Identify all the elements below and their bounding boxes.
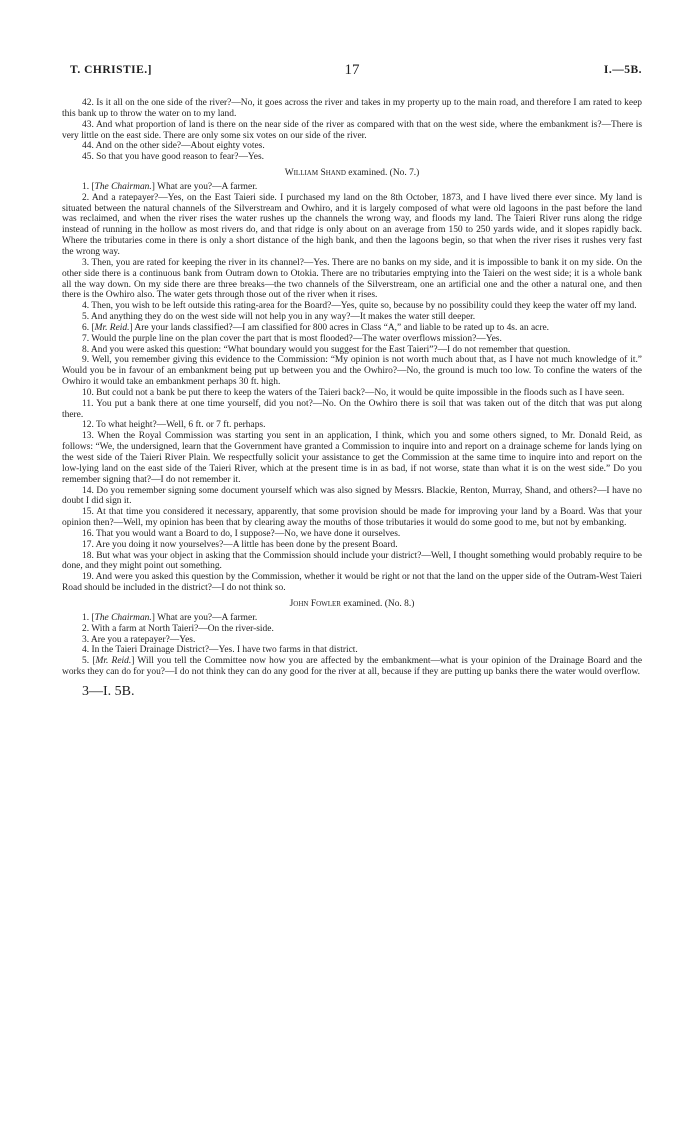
question-prefix: 1. [	[82, 612, 95, 623]
paragraph-text: 8. And you were asked this question: “What boundary would you suggest for the East Taieri”?—I do not remember that question.	[82, 344, 571, 355]
question-paragraph	[62, 152, 642, 163]
speaker-name: Mr. Reid.	[94, 322, 130, 333]
paragraph-text: 3. Then, you are rated for keeping the river in its channel?—Yes. There are no banks on my side, and it is impossible to bank it on my side. On the other side there is a continuous bank from Outram down to Otokia. There are no tributaries emptying into the Taieri on the west side; it is a whole bank all the way down. On my side there are three breaks—the two channels of the Silverstream, one an artificial one and the other a natural one, and then there is the Owhiro also. The water gets through those out of the river when it rises.	[62, 257, 642, 301]
paragraph-text: 2. With a farm at North Taieri?—On the river-side.	[82, 623, 274, 634]
document-body	[62, 98, 642, 678]
question-paragraph	[62, 613, 642, 624]
paragraph-text: 9. Well, you remember giving this evidence to the Commission: “My opinion is not worth much about that, as I have not much knowledge of it.” Would you be in favour of an embankment being put up between you and the Owhiro?—No, the ground is much too low. To confine the waters of the Owhiro it would take an embankment perhaps 30 ft. high.	[62, 355, 642, 388]
question-paragraph	[62, 399, 642, 421]
speaker-name: The Chairman.	[94, 612, 152, 623]
paragraph-text: 45. So that you have good reason to fear?—Yes.	[82, 152, 264, 163]
paragraph-text: 12. To what height?—Well, 6 ft. or 7 ft. perhaps.	[82, 420, 266, 431]
question-paragraph	[62, 656, 642, 678]
question-paragraph	[62, 420, 642, 431]
question-paragraph	[62, 624, 642, 635]
page-header	[62, 62, 642, 82]
paragraph-text: ] What are you?—A farmer.	[151, 181, 258, 192]
question-paragraph	[62, 431, 642, 485]
question-prefix: 5. [	[82, 656, 96, 667]
speaker-name: The Chairman.	[94, 181, 152, 192]
question-paragraph	[62, 345, 642, 356]
page-number: 17	[344, 62, 360, 78]
question-paragraph	[62, 98, 642, 120]
question-paragraph	[62, 355, 642, 388]
question-paragraph	[62, 258, 642, 301]
question-paragraph	[62, 334, 642, 345]
question-paragraph	[62, 141, 642, 152]
paragraph-text: 7. Would the purple line on the plan cover the part that is most flooded?—The water overflows mission?—Yes.	[82, 333, 502, 344]
witness-name: John Fowler	[289, 598, 341, 609]
paragraph-text: ] Are your lands classified?—I am classified for 800 acres in Class “A,” and liable to be rated up to 4s. an acre.	[129, 322, 550, 333]
heading-rest: examined. (No. 7.)	[345, 168, 420, 179]
document-page	[62, 62, 642, 700]
question-paragraph	[62, 486, 642, 508]
question-paragraph	[62, 529, 642, 540]
paragraph-text: 11. You put a bank there at one time yourself, did you not?—No. On the Owhiro there is soil that was taken out of the ditch that was put along there.	[62, 398, 642, 420]
header-witness: T. CHRISTIE.]	[70, 64, 153, 76]
footer-signature: 3—I. 5B.	[82, 683, 135, 699]
question-paragraph	[62, 193, 642, 258]
paragraph-text: 5. And anything they do on the west side will not help you in any way?—It makes the water still deeper.	[82, 312, 476, 323]
question-paragraph	[62, 551, 642, 573]
header-paper-ref: I.—5B.	[603, 64, 642, 76]
question-prefix: 6. [	[82, 322, 95, 333]
paragraph-text: 4. In the Taieri Drainage District?—Yes. I have two farms in that district.	[82, 645, 358, 656]
witness-heading	[62, 599, 642, 610]
paragraph-text: 14. Do you remember signing some document yourself which was also signed by Messrs. Blackie, Renton, Murray, Shand, and others?—I have no doubt I did sign it.	[62, 485, 642, 507]
paragraph-text: 3. Are you a ratepayer?—Yes.	[82, 634, 196, 645]
question-prefix: 1. [	[82, 181, 95, 192]
paragraph-text: 2. And a ratepayer?—Yes, on the East Taieri side. I purchased my land on the 8th October, 1873, and I have lived there ever since. My land is situated between the natural channels of the Silverstream and Owhiro, and it is largely composed of what were old lagoons in the past before the land was reclaimed, and when the river rises the water rushes up the channels the wrong way, and floods my land. The Taieri River runs along the ridge instead of running in the hollow as most rivers do, and that ridge is only about on an average from 150 to 250 yards wide, and it slopes rapidly back. Where the tributaries come in there is only a short distance of the high bank, and then the lagoons begin, so that when the river rises it rushes very fast the wrong way.	[62, 192, 642, 257]
question-paragraph	[62, 182, 642, 193]
paragraph-text: 43. And what proportion of land is there on the near side of the river as compared with that on the west side, where the embankment is?—There is very little on the east side. There are only some six votes on our side of the river.	[62, 119, 642, 141]
question-paragraph	[62, 120, 642, 142]
paragraph-text: 13. When the Royal Commission was starting you sent in an application, I think, which you and some others signed, to Mr. Donald Reid, as follows: “We, the undersigned, learn that the Government have granted a Commission to inquire into and report on a drainage scheme for lands lying on the west side of the Taieri River Plain. We respectfully solicit your assistance to get the Commission at the same time to inquire into and report on the low-lying land on the east side of the Taieri River, which at the present time is in as bad, if not worse, state than what it is on the west side.” Do you remember signing that?—I do not remember it.	[62, 431, 642, 485]
question-paragraph	[62, 540, 642, 551]
paragraph-text: 42. Is it all on the one side of the river?—No, it goes across the river and takes in my property up to the main road, and therefore I am rated to keep this bank up to throw the water on to my land.	[62, 98, 642, 119]
paragraph-text: 18. But what was your object in asking that the Commission should include your district?—Well, I thought something would probably require to be done, and they might point out something.	[62, 550, 642, 572]
speaker-name: Mr. Reid.	[95, 656, 132, 667]
question-paragraph	[62, 507, 642, 529]
paragraph-text: 10. But could not a bank be put there to keep the waters of the Taieri back?—No, it would be quite impossible in the floods such as I have seen.	[82, 387, 625, 398]
heading-rest: examined. (No. 8.)	[340, 598, 415, 609]
question-paragraph	[62, 312, 642, 323]
witness-name: William Shand	[284, 168, 346, 179]
witness-heading	[62, 168, 642, 179]
question-paragraph	[62, 645, 642, 656]
paragraph-text: 44. And on the other side?—About eighty votes.	[82, 141, 265, 152]
paragraph-text: 15. At that time you considered it necessary, apparently, that some provision should be made for improving your land by a Board. Was that your opinion then?—Well, my opinion has been that by clearing away the mouths of those tributaries it would do some good to me, but not by embanking.	[62, 507, 642, 529]
question-paragraph	[62, 635, 642, 646]
paragraph-text: ] Will you tell the Committee now how you are affected by the embankment—what is your opinion of the Drainage Board and the works they can do for you?—I do not think they can do any good for the river at all, because if they are putting up banks there the water would overflow.	[62, 656, 643, 678]
paragraph-text: 4. Then, you wish to be left outside this rating-area for the Board?—Yes, quite so, because by no possibility could they keep the water off my land.	[82, 301, 637, 312]
question-paragraph	[62, 388, 642, 399]
question-paragraph	[62, 572, 642, 594]
paragraph-text: 16. That you would want a Board to do, I suppose?—No, we have done it ourselves.	[82, 528, 401, 539]
question-paragraph	[62, 301, 642, 312]
paragraph-text: 19. And were you asked this question by the Commission, whether it would be right or not that the land on the upper side of the Outram-West Taieri Road should be included in the district?—I do not think so.	[62, 572, 642, 594]
paragraph-text: ] What are you?—A farmer.	[151, 612, 258, 623]
question-paragraph	[62, 323, 642, 334]
paragraph-text: 17. Are you doing it now yourselves?—A little has been done by the present Board.	[82, 539, 398, 550]
